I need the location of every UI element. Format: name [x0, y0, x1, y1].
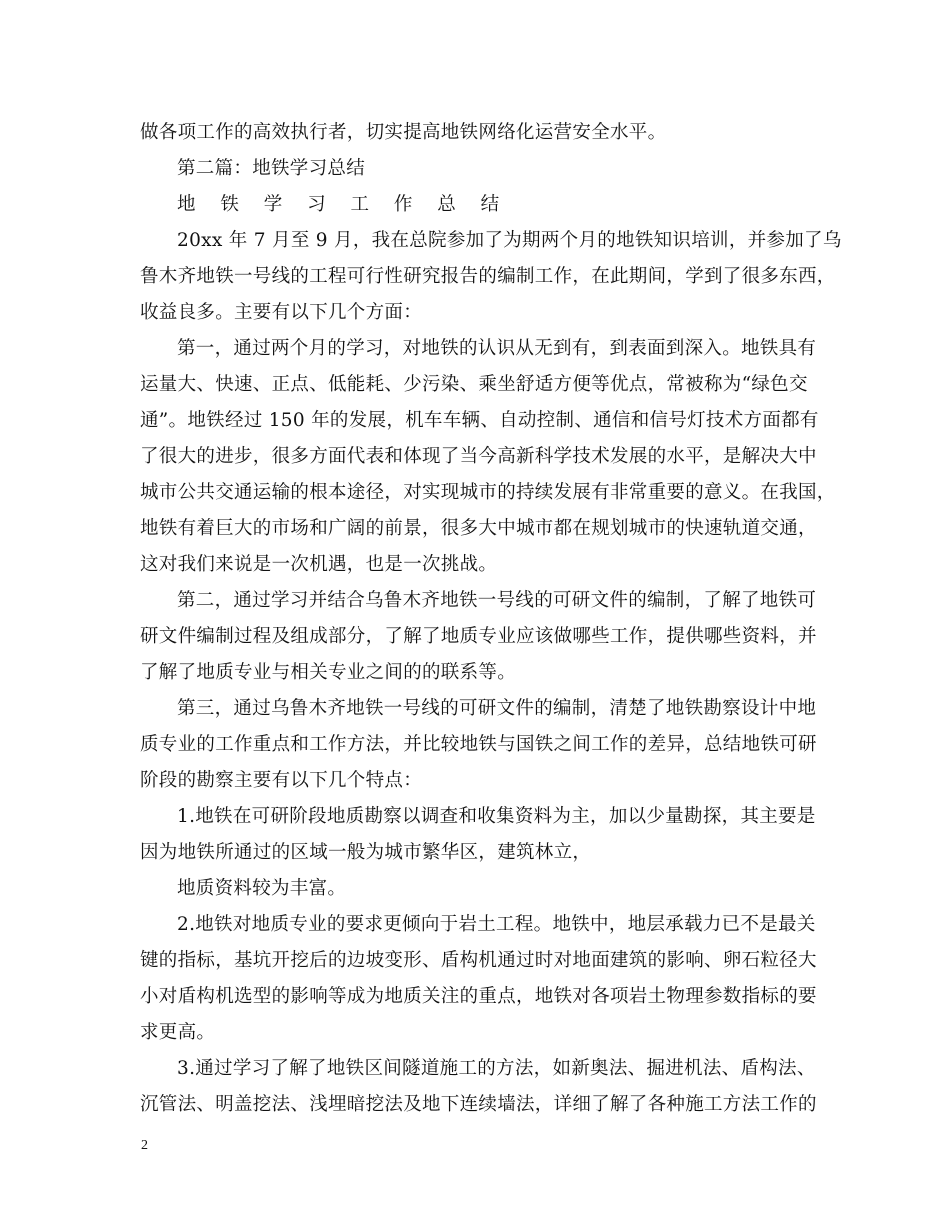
text-line: 了很大的进步，很多方面代表和体现了当今高新科学技术发展的水平，是解决大中	[140, 446, 817, 467]
text-line: 1.地铁在可研阶段地质勘察以调查和收集资料为主，加以少量勘探，其主要是	[177, 806, 816, 827]
text-line: 2.地铁对地质专业的要求更倾向于岩土工程。地铁中，地层承载力已不是最关	[177, 914, 816, 935]
document-title: 地 铁 学 习 工 作 总 结	[177, 194, 509, 215]
text-line: 第一，通过两个月的学习，对地铁的认识从无到有，到表面到深入。地铁具有	[177, 338, 817, 359]
text-line: 第三，通过乌鲁木齐地铁一号线的可研文件的编制，清楚了地铁勘察设计中地	[177, 698, 817, 719]
text-line: 了解了地质专业与相关专业之间的的联系等。	[140, 662, 517, 683]
body-text	[140, 115, 842, 1123]
text-line: 做各项工作的高效执行者，切实提高地铁网络化运营安全水平。	[140, 122, 667, 143]
text-line: 收益良多。主要有以下几个方面：	[140, 302, 423, 323]
text-line: 因为地铁所通过的区域一般为城市繁华区，建筑林立，	[140, 842, 592, 863]
section-heading: 第二篇：地铁学习总结	[177, 158, 366, 179]
text-line: 地质资料较为丰富。	[177, 878, 347, 899]
text-line: 通”。地铁经过 150 年的发展，机车车辆、自动控制、通信和信号灯技术方面都有	[140, 410, 819, 431]
text-line: 小对盾构机选型的影响等成为地质关注的重点，地铁对各项岩土物理参数指标的要	[140, 986, 817, 1007]
text-line: 沉管法、明盖挖法、浅埋暗挖法及地下连续墙法，详细了解了各种施工方法工作的	[140, 1094, 817, 1115]
text-line: 键的指标，基坑开挖后的边坡变形、盾构机通过时对地面建筑的影响、卵石粒径大	[140, 950, 817, 971]
page-number: 2	[141, 1138, 148, 1153]
text-line: 城市公共交通运输的根本途径，对实现城市的持续发展有非常重要的意义。在我国，	[140, 482, 836, 503]
text-line: 3.通过学习了解了地铁区间隧道施工的方法，如新奥法、掘进机法、盾构法、	[177, 1058, 816, 1079]
text-line: 地铁有着巨大的市场和广阔的前景，很多大中城市都在规划城市的快速轨道交通，	[140, 518, 817, 539]
text-line: 第二，通过学习并结合乌鲁木齐地铁一号线的可研文件的编制，了解了地铁可	[177, 590, 817, 611]
text-line: 鲁木齐地铁一号线的工程可行性研究报告的编制工作，在此期间，学到了很多东西，	[140, 266, 836, 287]
text-line: 阶段的勘察主要有以下几个特点：	[140, 770, 423, 791]
text-line: 运量大、快速、正点、低能耗、少污染、乘坐舒适方便等优点，常被称为“绿色交	[140, 374, 808, 395]
text-line: 20xx 年 7 月至 9 月，我在总院参加了为期两个月的地铁知识培训，并参加了乌	[177, 230, 842, 251]
text-line: 研文件编制过程及组成部分，了解了地质专业应该做哪些工作，提供哪些资料，并	[140, 626, 817, 647]
text-line: 这对我们来说是一次机遇，也是一次挑战。	[140, 554, 498, 575]
text-line: 求更高。	[140, 1022, 216, 1043]
text-line: 质专业的工作重点和工作方法，并比较地铁与国铁之间工作的差异，总结地铁可研	[140, 734, 817, 755]
